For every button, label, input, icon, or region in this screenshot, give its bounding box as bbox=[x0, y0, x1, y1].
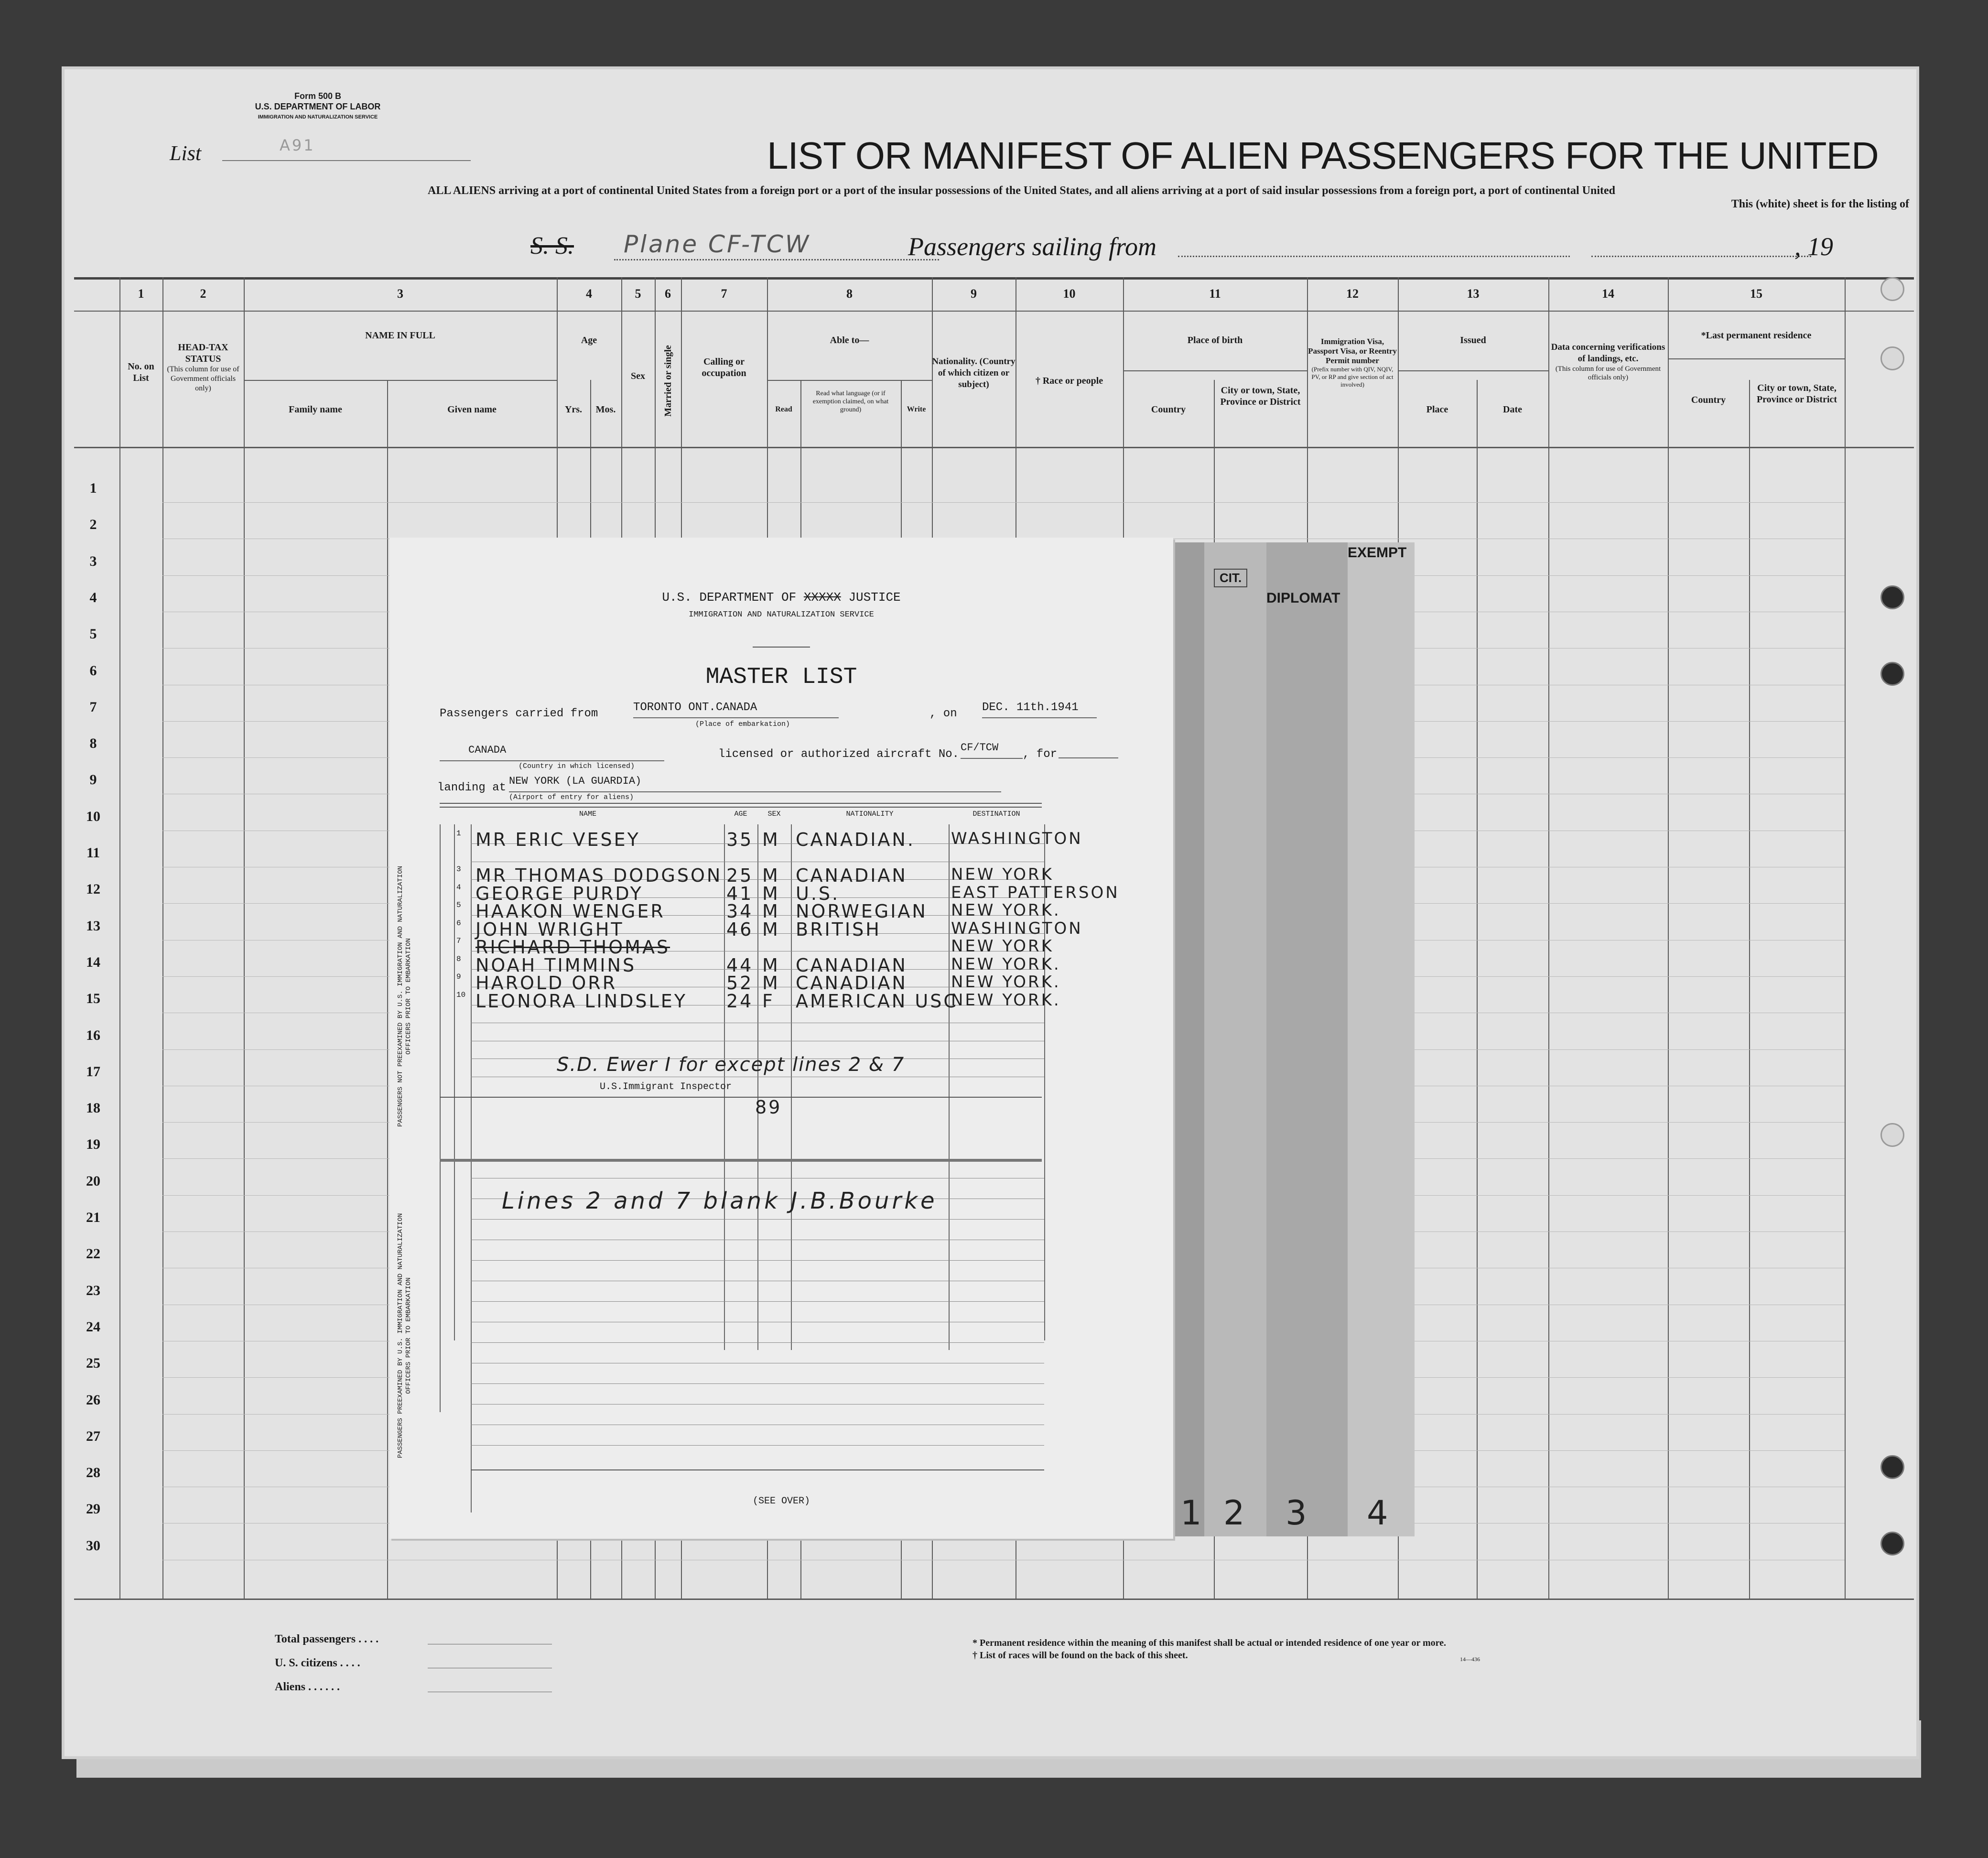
header-issued-date: Date bbox=[1503, 404, 1522, 415]
year-label: , 19 bbox=[1794, 232, 1833, 261]
col-number-15: 15 bbox=[1750, 287, 1762, 301]
row-number: 25 bbox=[86, 1355, 100, 1372]
binder-hole bbox=[1880, 585, 1904, 609]
header-calling: Calling or occupation bbox=[702, 356, 746, 378]
landing-value: NEW YORK (LA GUARDIA) bbox=[509, 775, 642, 787]
row-number: 12 bbox=[86, 881, 100, 897]
passenger-line-number: 8 bbox=[456, 954, 461, 963]
row-number: 14 bbox=[86, 954, 100, 970]
tab-card-4 bbox=[1348, 542, 1415, 1536]
row-number: 23 bbox=[86, 1282, 100, 1298]
tab-4-label: EXEMPT bbox=[1348, 545, 1407, 561]
side-label-not-preexamined: PASSENGERS NOT PREEXAMINED BY U.S. IMMIGRATION AND NATURALIZATION OFFICERS PRIOR TO EMBARKATION bbox=[397, 865, 412, 1127]
blank-lines-note: Lines 2 and 7 blank J.B.Bourke bbox=[502, 1188, 938, 1214]
footer-totals bbox=[275, 1627, 378, 1699]
list-field[interactable] bbox=[222, 136, 471, 161]
passenger-line-number: 6 bbox=[456, 918, 461, 928]
header-married: Married or single bbox=[663, 345, 673, 417]
master-list-card bbox=[389, 538, 1173, 1539]
master-date: DEC. 11th.1941 bbox=[982, 701, 1079, 714]
row-number: 9 bbox=[89, 772, 97, 788]
passenger-name: NOAH TIMMINS bbox=[475, 954, 637, 976]
landings-label: Data concerning verifications of landings, etc. bbox=[1551, 342, 1665, 364]
passenger-name: HAAKON WENGER bbox=[475, 901, 665, 922]
row-number: 3 bbox=[89, 553, 97, 569]
table-rule bbox=[471, 1260, 1044, 1261]
col-number-2: 2 bbox=[200, 287, 206, 301]
col-number-7: 7 bbox=[721, 287, 727, 301]
table-row bbox=[389, 954, 1173, 976]
col-destination-header: DESTINATION bbox=[972, 810, 1020, 818]
row-number: 21 bbox=[86, 1210, 100, 1225]
passenger-count: 89 bbox=[755, 1097, 782, 1118]
us-citizens-label: U. S. citizens . . . . bbox=[275, 1657, 360, 1669]
passenger-name: MR THOMAS DODGSON bbox=[475, 865, 723, 886]
header-landings bbox=[1551, 342, 1665, 382]
passenger-sex: M bbox=[762, 918, 780, 940]
passenger-nationality: BRITISH bbox=[796, 918, 881, 940]
passenger-name: RICHARD THOMAS bbox=[475, 937, 670, 958]
passenger-destination: NEW YORK. bbox=[951, 990, 1061, 1010]
footer-notes bbox=[972, 1637, 1446, 1662]
table-rule bbox=[440, 1097, 1042, 1098]
department-label: U.S. DEPARTMENT OF LABOR bbox=[255, 102, 381, 111]
col-nationality-header: NATIONALITY bbox=[846, 810, 894, 818]
passenger-sex: F bbox=[762, 990, 775, 1012]
licensed-label: licensed or authorized aircraft No. bbox=[718, 748, 960, 761]
tab-card-3 bbox=[1266, 542, 1348, 1536]
on-label: , on bbox=[929, 707, 957, 720]
dept-suffix: JUSTICE bbox=[848, 590, 901, 605]
passenger-line-number: 10 bbox=[456, 990, 466, 999]
passenger-name: JOHN WRIGHT bbox=[475, 918, 624, 940]
passenger-line-number: 3 bbox=[456, 865, 461, 874]
passenger-age: 34 bbox=[726, 901, 754, 922]
binder-hole bbox=[1880, 662, 1904, 686]
col-number-11: 11 bbox=[1209, 287, 1221, 301]
passenger-destination: WASHINGTON bbox=[951, 918, 1083, 938]
table-rule bbox=[471, 1219, 1044, 1220]
col-number-5: 5 bbox=[635, 287, 641, 301]
table-rule bbox=[440, 1159, 1042, 1162]
table-rule bbox=[471, 1342, 1044, 1343]
row-number: 22 bbox=[86, 1246, 100, 1262]
tab-3-label: DIPLOMAT bbox=[1266, 590, 1340, 606]
inspector-label: U.S.Immigrant Inspector bbox=[600, 1081, 732, 1092]
manifest-subtitle bbox=[428, 184, 1909, 211]
passenger-line-number: 4 bbox=[456, 883, 461, 892]
passenger-age: 35 bbox=[726, 829, 754, 850]
table-row bbox=[389, 901, 1173, 922]
header-nationality: Nationality. (Country of which citizen or subject) bbox=[932, 356, 1016, 389]
ss-field[interactable] bbox=[614, 229, 939, 260]
row-number: 15 bbox=[86, 991, 100, 1007]
list-value: A91 bbox=[280, 136, 315, 154]
table-row bbox=[389, 937, 1173, 958]
binder-hole bbox=[1880, 277, 1904, 301]
embarkation-value: TORONTO ONT.CANADA bbox=[633, 701, 757, 714]
table-row bbox=[389, 865, 1173, 886]
passenger-nationality: NORWEGIAN bbox=[796, 901, 928, 922]
table-rule bbox=[471, 1469, 1044, 1470]
header-read-language: Read what language (or if exemption claimed, on what ground) bbox=[812, 390, 889, 413]
row-number: 17 bbox=[86, 1063, 100, 1080]
binder-hole bbox=[1880, 346, 1904, 370]
footer-note-1: * Permanent residence within the meaning of this manifest shall be actual or intended residence of one year or more. bbox=[972, 1638, 1447, 1648]
footer-code: 14—436 bbox=[1460, 1656, 1480, 1663]
col-number-1: 1 bbox=[138, 287, 144, 301]
row-number: 11 bbox=[86, 845, 100, 861]
subtitle-line-2: This (white) sheet is for the listing of bbox=[1731, 198, 1909, 210]
form-dept-block bbox=[222, 91, 413, 122]
landing-field[interactable] bbox=[509, 774, 1001, 792]
row-number: 5 bbox=[89, 626, 97, 642]
carried-label: Passengers carried from bbox=[440, 707, 598, 720]
col-name-header: NAME bbox=[579, 810, 596, 818]
header-last-residence: *Last permanent residence bbox=[1701, 330, 1812, 341]
row-number: 30 bbox=[86, 1537, 100, 1554]
passenger-nationality: CANADIAN. bbox=[796, 829, 915, 850]
header-given-name: Given name bbox=[447, 404, 497, 415]
table-rule bbox=[471, 1301, 1044, 1302]
date-field[interactable] bbox=[982, 700, 1097, 718]
tab-2-label: CIT. bbox=[1214, 569, 1247, 587]
head-tax-label: HEAD-TAX STATUS bbox=[178, 342, 228, 364]
sailing-label: Passengers sailing from bbox=[908, 232, 1157, 261]
passenger-age: 52 bbox=[726, 972, 754, 994]
tab-3-number: 3 bbox=[1286, 1493, 1309, 1533]
passenger-age: 44 bbox=[726, 954, 754, 976]
passenger-name: HAROLD ORR bbox=[475, 972, 617, 994]
passenger-sex: M bbox=[762, 954, 780, 976]
row-number: 24 bbox=[86, 1318, 100, 1335]
aliens-label: Aliens . . . . . . bbox=[275, 1681, 340, 1693]
ss-value: Plane CF-TCW bbox=[624, 230, 811, 258]
binder-hole bbox=[1880, 1532, 1904, 1556]
header-name-in-full: NAME IN FULL bbox=[365, 330, 435, 341]
header-age: Age bbox=[581, 335, 597, 346]
passenger-destination: EAST PATTERSON bbox=[951, 883, 1120, 902]
header-issued: Issued bbox=[1460, 335, 1486, 346]
passenger-nationality: CANADIAN bbox=[796, 972, 908, 994]
row-number: 1 bbox=[89, 480, 97, 496]
header-write: Write bbox=[907, 405, 926, 413]
header-no-on-list: No. on List bbox=[128, 361, 154, 383]
passenger-name: GEORGE PURDY bbox=[475, 883, 643, 904]
header-yrs: Yrs. bbox=[564, 404, 583, 415]
header-visa bbox=[1307, 337, 1398, 389]
passenger-destination: NEW YORK. bbox=[951, 954, 1061, 974]
header-sex: Sex bbox=[631, 371, 645, 381]
row-number: 20 bbox=[86, 1173, 100, 1189]
see-over-label: (SEE OVER) bbox=[752, 1496, 810, 1507]
passenger-sex: M bbox=[762, 883, 780, 904]
master-dept bbox=[389, 590, 1173, 605]
inspector-signature: S.D. Ewer I for except lines 2 & 7 bbox=[557, 1054, 905, 1076]
header-res-city: City or town, State, Province or District bbox=[1756, 383, 1837, 405]
row-number: 13 bbox=[86, 918, 100, 934]
col-number-4: 4 bbox=[586, 287, 592, 301]
visa-label: Immigration Visa, Passport Visa, or Reentry Permit number bbox=[1308, 337, 1397, 365]
passenger-destination: NEW YORK. bbox=[951, 901, 1061, 920]
passenger-name: MR ERIC VESEY bbox=[475, 829, 640, 850]
row-number: 10 bbox=[86, 808, 100, 824]
row-number: 16 bbox=[86, 1027, 100, 1043]
passenger-sex: M bbox=[762, 972, 780, 994]
passenger-nationality: CANADIAN bbox=[796, 865, 908, 886]
col-number-10: 10 bbox=[1063, 287, 1076, 301]
passenger-destination: NEW YORK bbox=[951, 865, 1054, 884]
row-line bbox=[162, 502, 1845, 503]
header-family-name: Family name bbox=[289, 404, 342, 415]
passenger-line-number: 5 bbox=[456, 901, 461, 909]
list-label: List bbox=[170, 141, 202, 165]
table-rule bbox=[471, 1445, 1044, 1446]
table-rule bbox=[471, 1383, 1044, 1384]
table-row bbox=[389, 918, 1173, 940]
row-number: 29 bbox=[86, 1501, 100, 1517]
header-issued-place: Place bbox=[1426, 404, 1448, 415]
dept-struck: XXXXX bbox=[803, 590, 841, 605]
passenger-line-number: 1 bbox=[456, 829, 461, 838]
landings-note: (This column for use of Government officials only) bbox=[1555, 365, 1661, 381]
row-number: 18 bbox=[86, 1100, 100, 1116]
aircraft-value: CF/TCW bbox=[961, 742, 999, 754]
passenger-nationality: U.S. bbox=[796, 883, 840, 904]
col-age-header: AGE bbox=[734, 810, 747, 818]
passenger-line-number: 9 bbox=[456, 972, 461, 981]
header-mos: Mos. bbox=[595, 404, 616, 415]
col-number-13: 13 bbox=[1467, 287, 1480, 301]
sailing-field[interactable] bbox=[1178, 256, 1570, 257]
embarkation-field[interactable] bbox=[633, 700, 839, 718]
row-number: 19 bbox=[86, 1136, 100, 1153]
service-label: IMMIGRATION AND NATURALIZATION SERVICE bbox=[258, 114, 378, 120]
master-service: IMMIGRATION AND NATURALIZATION SERVICE bbox=[689, 610, 874, 619]
country-note: (Country in which licensed) bbox=[519, 762, 635, 770]
country-value: CANADA bbox=[468, 744, 507, 756]
footer-note-2: † List of races will be found on the back of this sheet. bbox=[972, 1650, 1188, 1661]
binder-hole bbox=[1880, 1123, 1904, 1147]
row-number: 2 bbox=[89, 517, 97, 533]
embarkation-note: (Place of embarkation) bbox=[695, 720, 790, 728]
aircraft-field[interactable] bbox=[961, 741, 1023, 759]
col-number-8: 8 bbox=[846, 287, 853, 301]
row-number: 28 bbox=[86, 1465, 100, 1481]
passenger-destination: NEW YORK. bbox=[951, 972, 1061, 992]
passenger-sex: M bbox=[762, 829, 780, 850]
passenger-sex: M bbox=[762, 865, 780, 886]
col-sex-header: SEX bbox=[767, 810, 781, 818]
header-able-to: Able to— bbox=[830, 335, 869, 346]
passenger-nationality: AMERICAN USC bbox=[796, 990, 958, 1012]
header-read: Read bbox=[775, 405, 792, 413]
passenger-age: 41 bbox=[726, 883, 754, 904]
passenger-destination: NEW YORK bbox=[951, 937, 1054, 956]
header-birth-country: Country bbox=[1151, 404, 1186, 415]
table-row bbox=[389, 990, 1173, 1012]
row-number: 6 bbox=[89, 662, 97, 679]
col-number-9: 9 bbox=[971, 287, 977, 301]
passenger-name: LEONORA LINDSLEY bbox=[475, 990, 687, 1012]
passenger-destination: WASHINGTON bbox=[951, 829, 1083, 848]
row-number: 7 bbox=[89, 699, 97, 715]
header-head-tax bbox=[165, 342, 241, 393]
visa-note: (Prefix number with QIV, NQIV, PV, or RP and give section of act involved) bbox=[1311, 366, 1394, 388]
form-number: Form 500 B bbox=[294, 91, 342, 101]
col-number-14: 14 bbox=[1602, 287, 1614, 301]
head-tax-note: (This column for use of Government officials only) bbox=[167, 365, 239, 392]
table-row bbox=[389, 883, 1173, 904]
header-birth-city: City or town, State, Province or District bbox=[1220, 385, 1301, 407]
passenger-age: 25 bbox=[726, 865, 754, 886]
col-number-12: 12 bbox=[1346, 287, 1359, 301]
dept-prefix: U.S. DEPARTMENT OF bbox=[662, 590, 797, 605]
passenger-age: 24 bbox=[726, 990, 754, 1012]
master-title: MASTER LIST bbox=[705, 664, 857, 690]
passenger-line-number: 7 bbox=[456, 937, 461, 945]
table-row bbox=[389, 972, 1173, 994]
subtitle-line-1: ALL ALIENS arriving at a port of continental United States from a foreign port or a port of the insular possessions of the United States, and all aliens arriving at a port of said insular possessions from a foreign port, a port of continental United bbox=[428, 184, 1615, 197]
binder-hole bbox=[1880, 1455, 1904, 1479]
landing-label: landing at bbox=[437, 781, 507, 794]
col-number-6: 6 bbox=[665, 287, 671, 301]
row-number: 4 bbox=[89, 589, 97, 605]
table-row bbox=[389, 829, 1173, 850]
manifest-title: LIST OR MANIFEST OF ALIEN PASSENGERS FOR THE UNITED bbox=[767, 134, 1879, 177]
date-field[interactable] bbox=[1591, 256, 1811, 257]
total-passengers-label: Total passengers . . . . bbox=[275, 1633, 379, 1645]
row-number: 26 bbox=[86, 1392, 100, 1408]
landing-note: (Airport of entry for aliens) bbox=[509, 793, 634, 801]
tab-2-number: 2 bbox=[1223, 1493, 1247, 1533]
header-res-country: Country bbox=[1691, 395, 1726, 405]
side-label-preexamined: PASSENGERS PREEXAMINED BY U.S. IMMIGRATION AND NATURALIZATION OFFICERS PRIOR TO EMBARKATION bbox=[397, 1213, 412, 1458]
col-number-3: 3 bbox=[397, 287, 403, 301]
row-number: 8 bbox=[89, 735, 97, 752]
header-race: † Race or people bbox=[1035, 376, 1103, 386]
ss-label: S. S. bbox=[530, 232, 574, 259]
for-label: , for bbox=[1023, 748, 1058, 761]
tab-1-number: 1 bbox=[1180, 1493, 1204, 1533]
country-field[interactable] bbox=[440, 743, 664, 761]
passenger-age: 46 bbox=[726, 918, 754, 940]
header-place-of-birth: Place of birth bbox=[1187, 335, 1243, 346]
row-number: 27 bbox=[86, 1428, 100, 1444]
passenger-nationality: CANADIAN bbox=[796, 954, 908, 976]
passenger-sex: M bbox=[762, 901, 780, 922]
tab-4-number: 4 bbox=[1367, 1493, 1390, 1533]
